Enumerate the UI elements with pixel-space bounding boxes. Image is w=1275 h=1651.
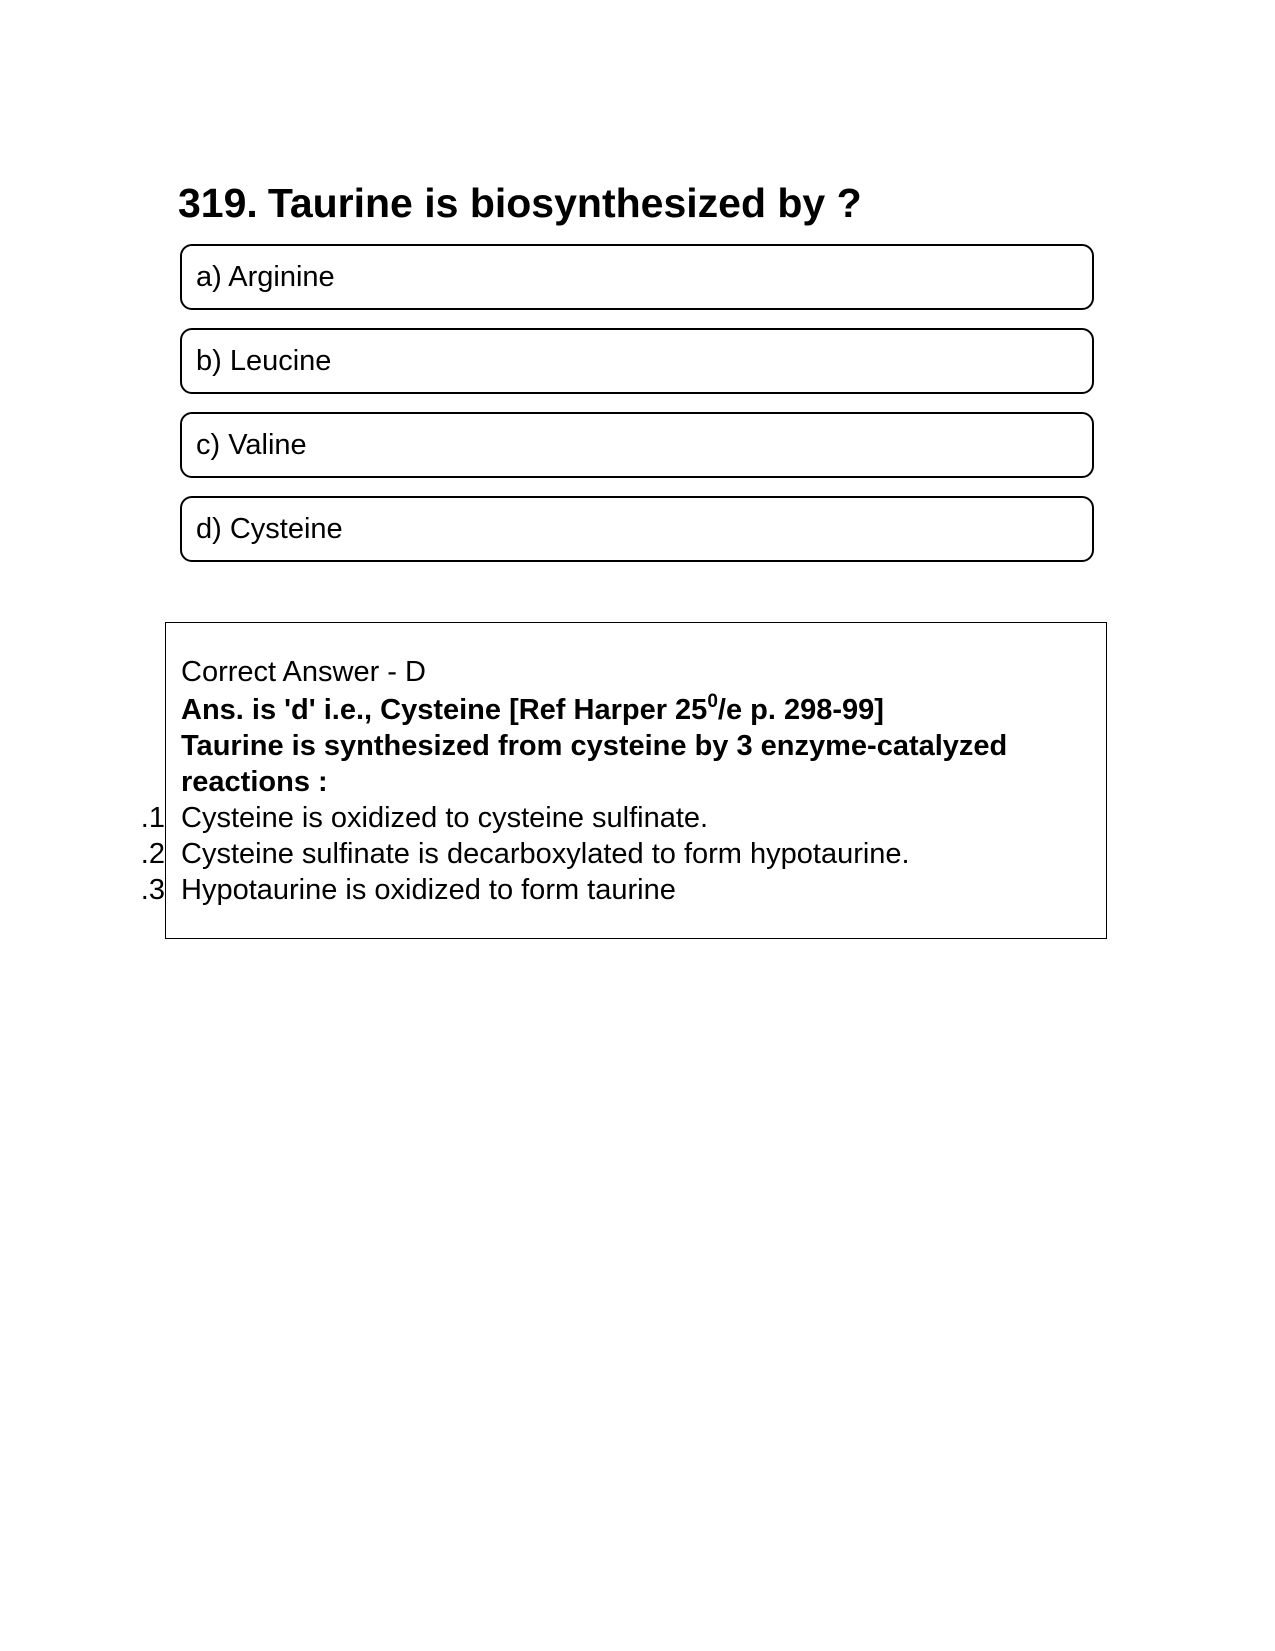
option-b[interactable]: b) Leucine [180,328,1094,394]
answer-intro-line-1: Taurine is synthesized from cysteine by 3 enzyme-catalyzed [181,730,1008,762]
correct-answer-label: Correct Answer - D [181,656,426,688]
step-item: Cysteine sulfinate is decarboxylated to form hypotaurine. [181,838,910,870]
step-item: Hypotaurine is oxidized to form taurine [181,874,676,906]
question-text: Taurine is biosynthesized by ? [267,180,862,226]
option-c[interactable]: c) Valine [180,412,1094,478]
answer-intro-line-2: reactions : [181,766,328,798]
question-title [178,176,862,230]
answer-reference-edition: /e p. 298-99] [717,694,884,726]
question-number: 319. [178,180,258,226]
answer-reference-superscript: 0 [707,691,718,712]
answer-reference [181,692,884,732]
step-marker: 1. [140,802,165,834]
option-a[interactable]: a) Arginine [180,244,1094,310]
step-marker: 2. [140,838,165,870]
step-item: Cysteine is oxidized to cysteine sulfinate. [181,802,709,834]
step-marker: 3. [140,874,165,906]
option-d[interactable]: d) Cysteine [180,496,1094,562]
answer-reference-text: Ans. is 'd' i.e., Cysteine [Ref Harper 25 [181,694,708,726]
